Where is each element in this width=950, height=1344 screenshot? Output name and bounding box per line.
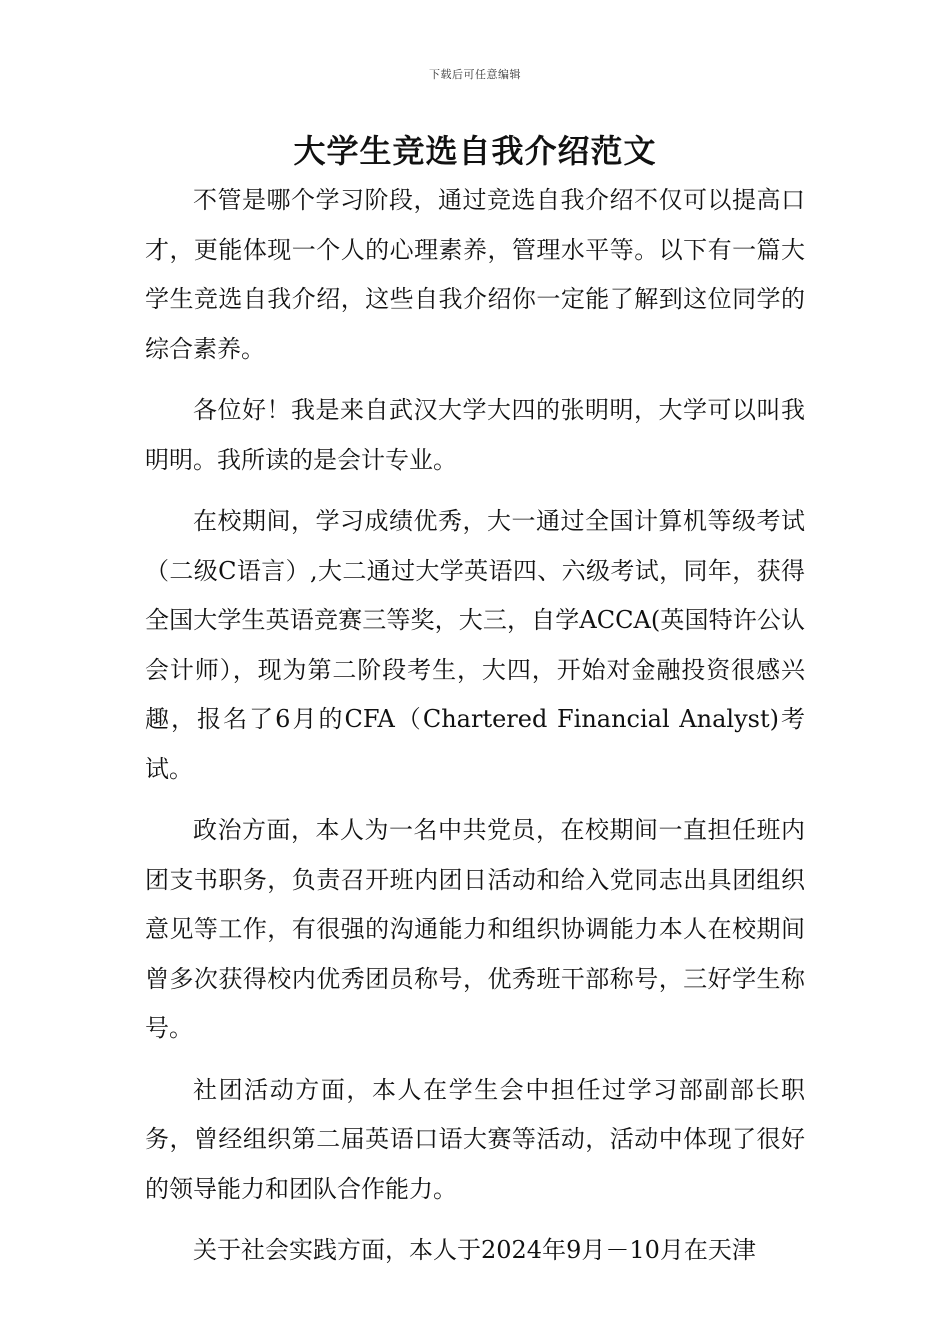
document-body [145, 176, 805, 1288]
paragraph-politics: 政治方面，本人为一名中共党员，在校期间一直担任班内团支书职务，负责召开班内团日活动和给入党同志出具团组织意见等工作，有很强的沟通能力和组织协调能力本人在校期间曾多次获得校内优秀团员称号，优秀班干部称号，三好学生称号。 [145, 816, 805, 1042]
paragraph-clubs: 社团活动方面，本人在学生会中担任过学习部副部长职务，曾经组织第二届英语口语大赛等活动，活动中体现了很好的领导能力和团队合作能力。 [145, 1075, 805, 1203]
paragraph-academics: 在校期间，学习成绩优秀，大一通过全国计算机等级考试（二级C语言）,大二通过大学英语四、六级考试，同年，获得全国大学生英语竞赛三等奖，大三，自学ACCA(英国特许公认会计师），现为第二阶段考生，大四，开始对金融投资很感兴趣，报名了6月的CFA（Chartered Financial Analyst)考试。 [145, 507, 805, 783]
paragraph-intro: 不管是哪个学习阶段，通过竞选自我介绍不仅可以提高口才，更能体现一个人的心理素养，管理水平等。以下有一篇大学生竞选自我介绍，这些自我介绍你一定能了解到这位同学的综合素养。 [145, 186, 805, 363]
paragraph-greeting: 各位好！我是来自武汉大学大四的张明明，大学可以叫我明明。我所读的是会计专业。 [145, 396, 805, 474]
page-title: 大学生竞选自我介绍范文 [293, 132, 657, 170]
paragraph-practice: 关于社会实践方面，本人于2024年9月－10月在天津 [193, 1236, 756, 1264]
header-note: 下载后可任意编辑 [429, 68, 521, 81]
